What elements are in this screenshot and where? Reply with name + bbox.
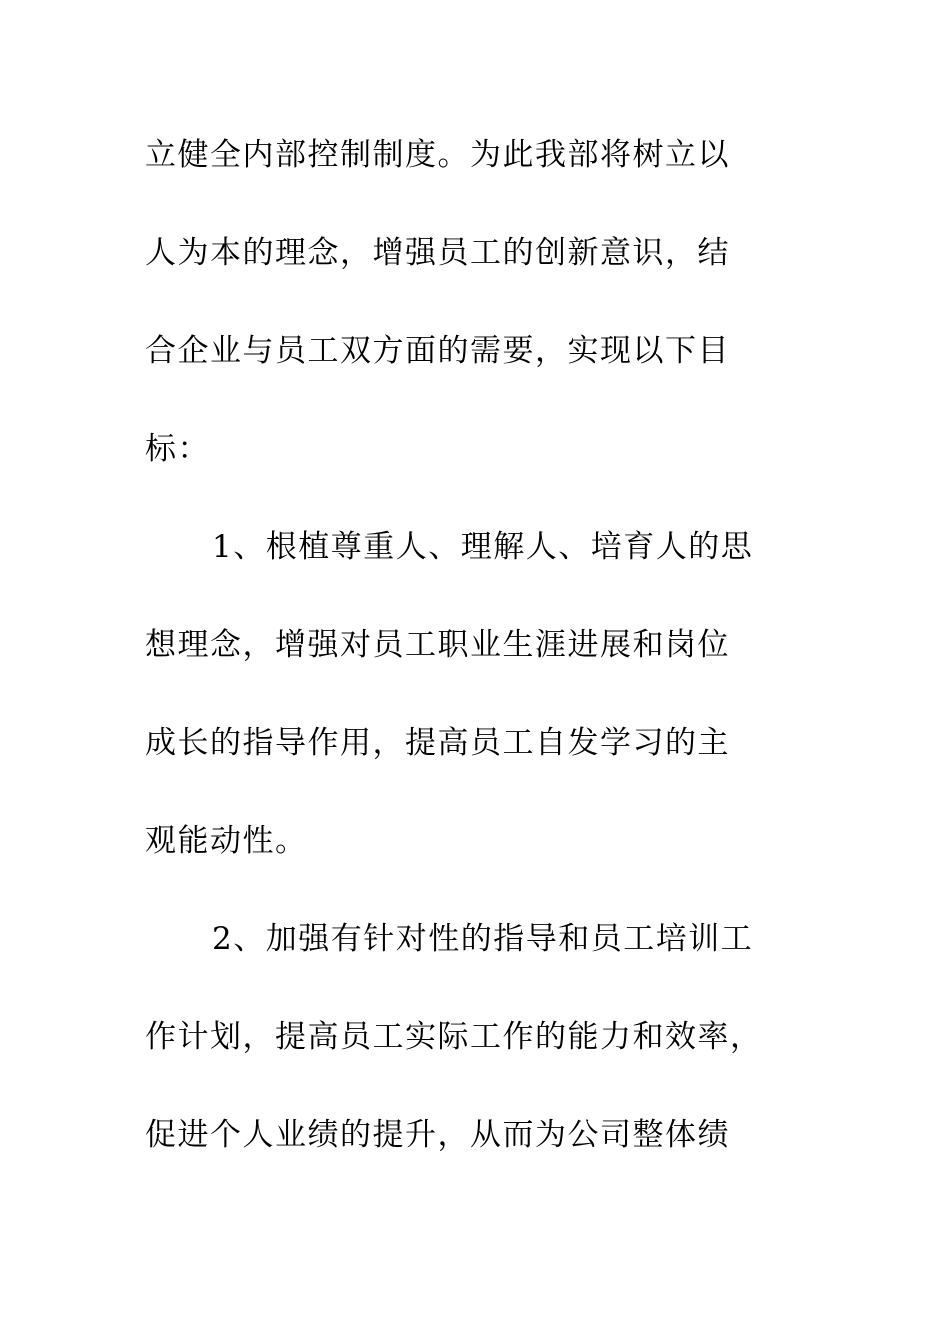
list-item-1-line: 1、根植尊重人、理解人、培育人的思 [212,529,754,565]
document-body [145,125,805,1203]
paragraph-line: 作计划，提高员工实际工作的能力和效率， [145,1019,763,1055]
paragraph-line: 观能动性。 [145,823,308,859]
paragraph-line: 立健全内部控制制度。为此我部将树立以 [145,137,730,173]
paragraph-line: 促进个人业绩的提升，从而为公司整体绩 [145,1117,730,1153]
list-item-2-line: 2、加强有针对性的指导和员工培训工 [212,921,754,957]
paragraph-line: 标： [145,431,210,467]
paragraph-line: 合企业与员工双方面的需要，实现以下目 [145,333,730,369]
paragraph-line: 成长的指导作用，提高员工自发学习的主 [145,725,730,761]
paragraph-line: 人为本的理念，增强员工的创新意识，结 [145,235,730,271]
paragraph-line: 想理念，增强对员工职业生涯进展和岗位 [145,627,730,663]
